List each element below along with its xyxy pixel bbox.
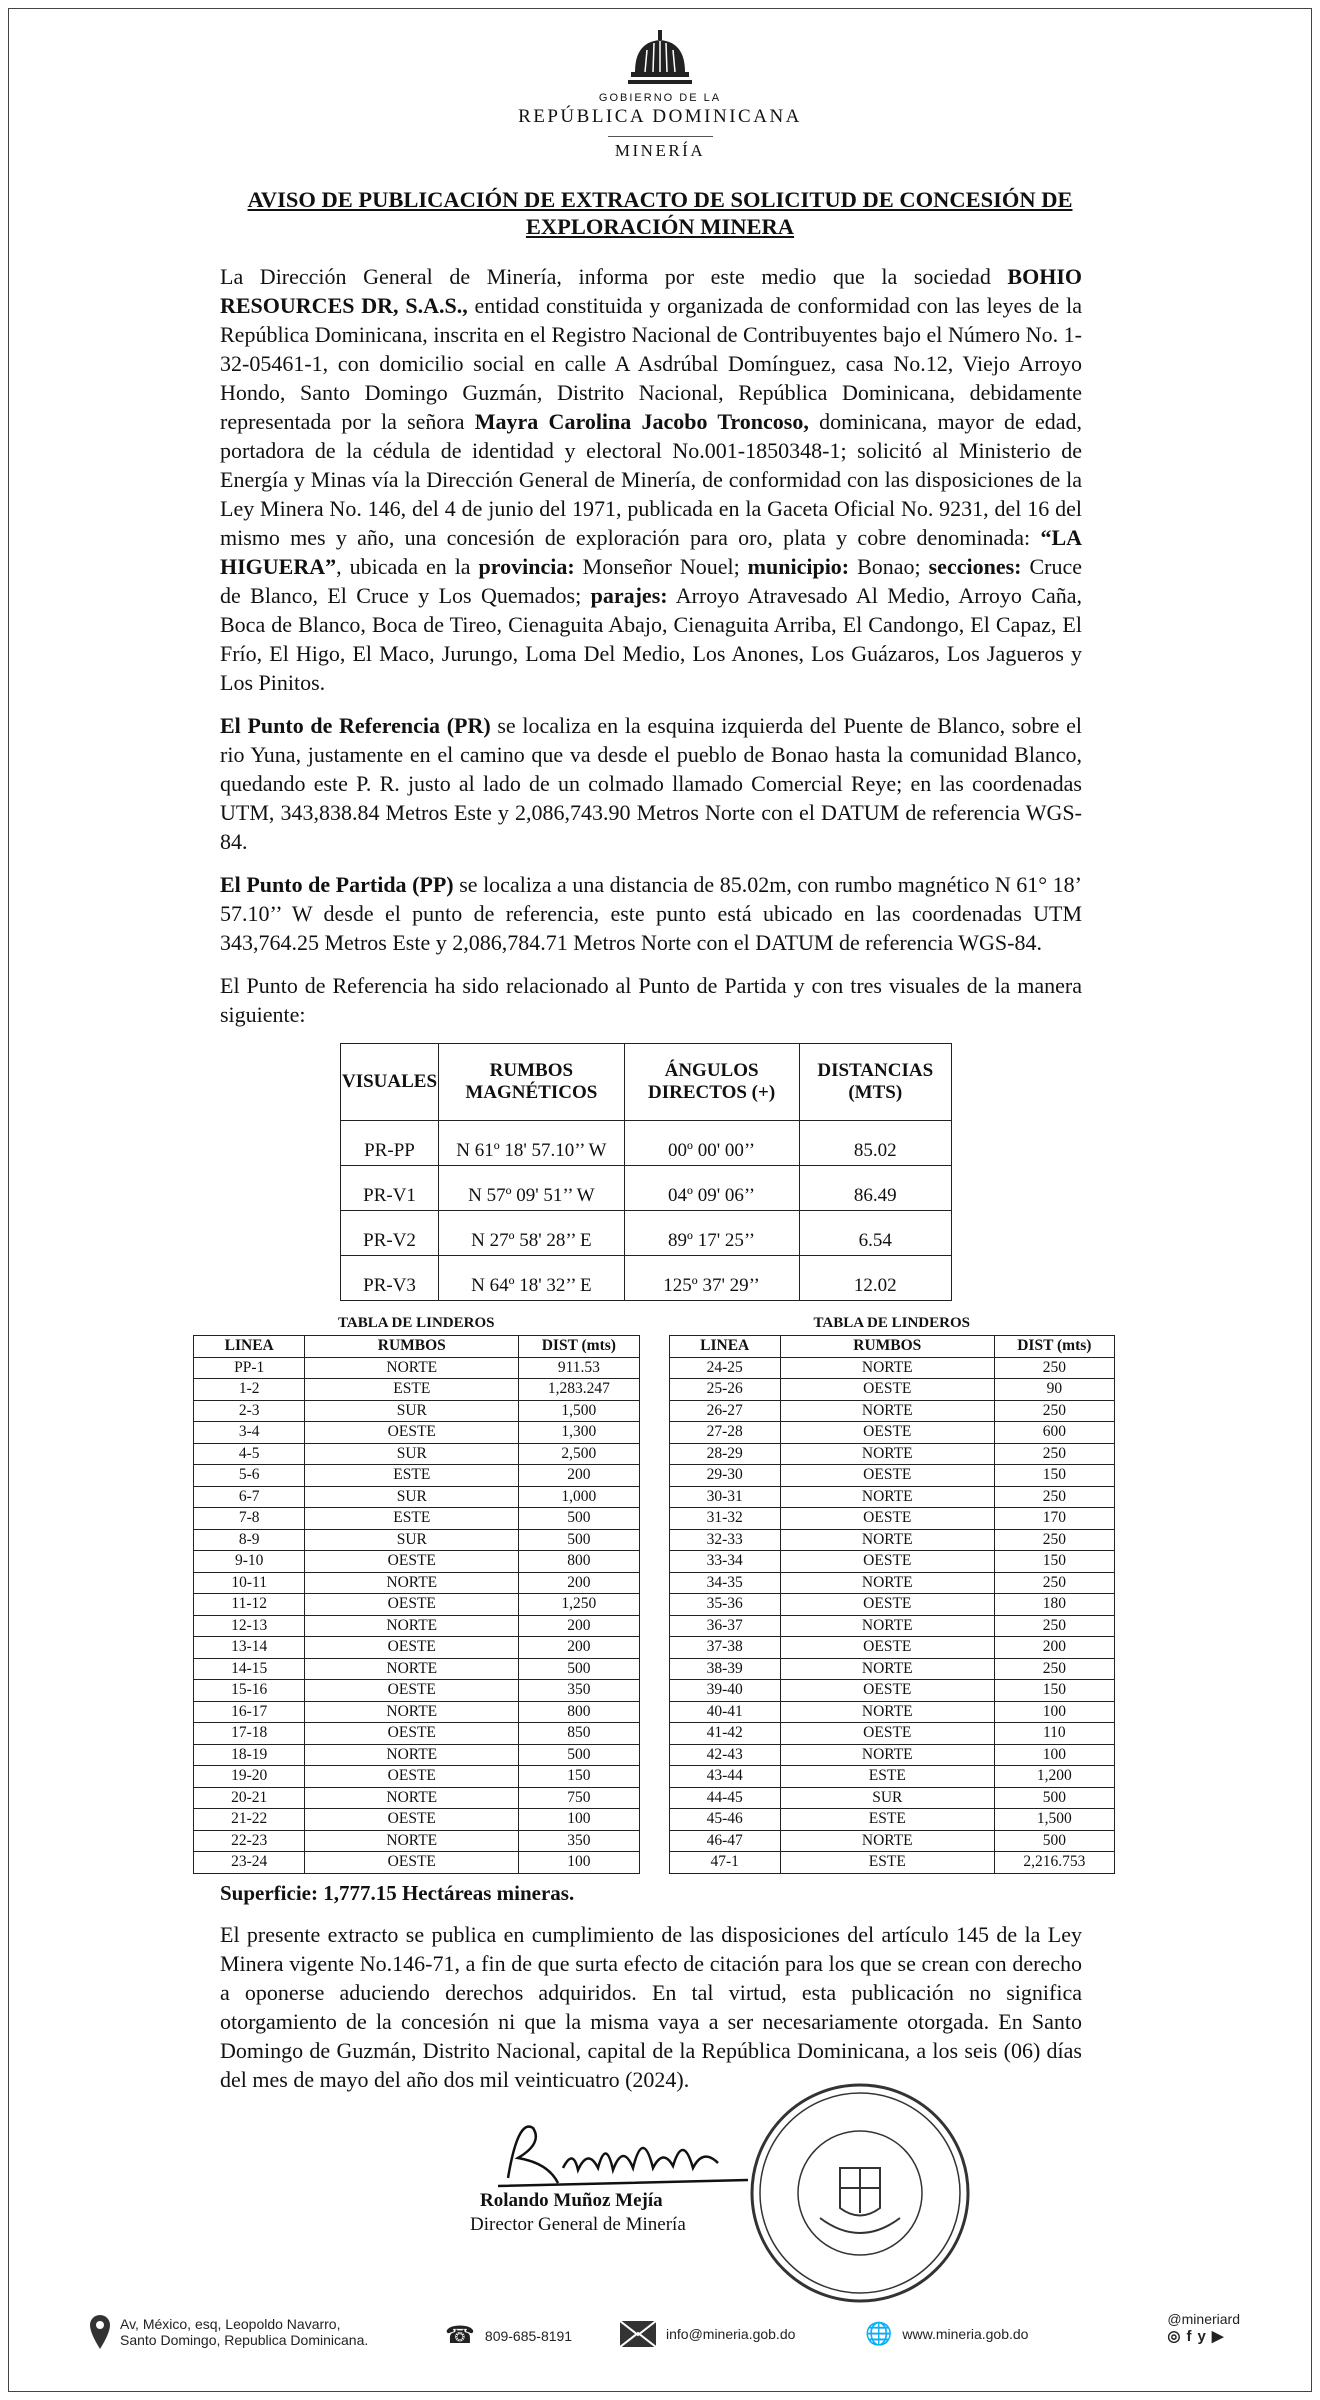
table-row [669,1572,1115,1594]
table-cell: 500 [519,1658,639,1680]
table-cell: 200 [519,1572,639,1594]
table-row [669,1400,1115,1422]
signatory-name: Rolando Muñoz Mejía [480,2189,663,2211]
table-cell: NORTE [780,1486,994,1508]
footer-social [1167,2311,1240,2345]
paragraph-starting-point [220,870,1082,957]
table-cell: 1,250 [519,1594,639,1616]
table-row [669,1615,1115,1637]
table-row [194,1551,640,1573]
table-cell: 911.53 [519,1357,639,1379]
table-cell: 41-42 [669,1723,780,1745]
table-cell: 15-16 [194,1680,305,1702]
table-cell: 35-36 [669,1594,780,1616]
table-cell: 85.02 [799,1121,951,1166]
linderos-tables [193,1311,1115,1874]
table-cell: 28-29 [669,1443,780,1465]
table-cell: SUR [305,1529,519,1551]
text-segment: , ubicada en la [336,554,479,579]
table-cell: 25-26 [669,1379,780,1401]
table-cell: NORTE [305,1701,519,1723]
text-segment: Arroyo Atravesado Al Medio, Arroyo Caña, Boca de Blanco, Boca de Tireo, Cienaguita Abajo, Cienaguita Arriba, El Candongo, El Capaz, El Frío, El Higo, El Maco, Jurungo, Loma Del Medio, Los Anones, Los Guázaros, Los Jagueros y Los Pinitos. [220,583,1082,695]
table-row [194,1529,640,1551]
table-cell: OESTE [780,1594,994,1616]
text-segment: entidad constituida y organizada de conformidad con las leyes de la República Dominicana, inscrita en el Registro Nacional de Contribuyentes bajo el Número No. 1-32-05461-1, con domicilio social en calle A Asdrúbal Domínguez, casa No.12, Viejo Arroyo Hondo, Santo Domingo Guzmán, Distrito Nacional, República Dominicana, debidamente representada por la señora [220,293,1082,434]
instagram-icon[interactable]: ◎ [1167,2328,1187,2345]
table-row [194,1443,640,1465]
table-cell: 150 [994,1551,1114,1573]
table-cell: 125º 37' 29’’ [624,1256,799,1301]
text-segment: El Punto de Referencia ha sido relacionado al Punto de Partida y con tres visuales de la manera siguiente: [220,973,1082,1027]
table-cell: 24-25 [669,1357,780,1379]
table-cell: 100 [519,1852,639,1874]
phone-icon: ☎ [445,2322,475,2349]
table-cell: 200 [519,1615,639,1637]
text-segment: dominicana, mayor de edad, portadora de la cédula de identidad y electoral No.001-1850348-1; solicitó al Ministerio de Energía y Minas vía la Dirección General de Minería, de conformidad con las disposiciones de la Ley Minera No. 146, del 4 de junio del 1971, publicada en la Gaceta Oficial No. 9231, del 16 del mismo mes y año, una concesión de exploración para oro, plata y cobre denominada: [220,409,1082,550]
closing-text: El presente extracto se publica en cumplimiento de las disposiciones del artículo 145 de la Ley Minera vigente No.146-71, a fin de que surta efecto de citación para los que se crean con derecho a oponerse aduciendo derechos adquiridos. En tal virtud, esta publicación no significa otorgamiento de la concesión ni que la misma vaya a ser necesariamente otorgada. En Santo Domingo de Guzmán, Distrito Nacional, capital de la República Dominicana, a los seis (06) días del mes de mayo del año dos mil veinticuatro (2024). [220,1921,1082,2092]
bold-text-segment: parajes: [590,583,668,608]
text-segment: Monseñor Nouel; [574,554,748,579]
table-cell: 44-45 [669,1787,780,1809]
table-row [194,1680,640,1702]
table-cell: 30-31 [669,1486,780,1508]
table-cell: 500 [994,1787,1114,1809]
footer [90,2311,1240,2375]
table-cell: 250 [994,1486,1114,1508]
table-cell: 150 [994,1680,1114,1702]
table-cell: 39-40 [669,1680,780,1702]
table-row [669,1379,1115,1401]
text-segment: La Dirección General de Minería, informa por este medio que la sociedad [220,264,1008,289]
paragraph-company [220,262,1082,697]
table-cell: 750 [519,1787,639,1809]
table-cell: NORTE [780,1658,994,1680]
superficie: Superficie: 1,777.15 Hectáreas mineras. [220,1880,575,1905]
table-cell: OESTE [305,1422,519,1444]
table-cell: 6-7 [194,1486,305,1508]
email-link[interactable]: info@mineria.gob.do [666,2326,796,2342]
table-cell: 16-17 [194,1701,305,1723]
table-cell: 14-15 [194,1658,305,1680]
handwritten-signature [488,2108,788,2198]
paragraph-visuales-intro [220,971,1082,1029]
table-cell: 3-4 [194,1422,305,1444]
table-cell: ESTE [780,1852,994,1874]
table-cell: OESTE [305,1594,519,1616]
table-cell: 1,283.247 [519,1379,639,1401]
table-cell: 33-34 [669,1551,780,1573]
website-link[interactable]: www.mineria.gob.do [902,2326,1029,2342]
table-row [669,1766,1115,1788]
table-cell: 17-18 [194,1723,305,1745]
linderos-header: LINEA [669,1336,780,1358]
table-row [669,1486,1115,1508]
table-cell: NORTE [780,1572,994,1594]
table-cell: 150 [994,1465,1114,1487]
table-cell: ESTE [780,1766,994,1788]
table-cell: 350 [519,1830,639,1852]
table-cell: 250 [994,1658,1114,1680]
table-row [669,1680,1115,1702]
table-row [194,1852,640,1874]
table-cell: 100 [519,1809,639,1831]
table-cell: 20-21 [194,1787,305,1809]
youtube-icon[interactable]: ▶ [1211,2328,1230,2345]
table-row [341,1256,952,1301]
table-cell: 250 [994,1572,1114,1594]
table-cell: NORTE [780,1529,994,1551]
table-row [669,1443,1115,1465]
table-cell: 1,000 [519,1486,639,1508]
table-cell: 00º 00' 00’’ [624,1121,799,1166]
table-cell: 250 [994,1357,1114,1379]
table-cell: 150 [519,1766,639,1788]
table-cell: NORTE [780,1443,994,1465]
table-row [669,1701,1115,1723]
facebook-icon[interactable]: f [1186,2328,1198,2345]
table-cell: SUR [780,1787,994,1809]
letterhead-gobierno: GOBIERNO DE LA [598,92,722,104]
table-row [194,1465,640,1487]
table-cell: ESTE [305,1465,519,1487]
table-cell: 200 [519,1465,639,1487]
visuales-header: RUMBOS MAGNÉTICOS [439,1044,625,1121]
table-cell: 9-10 [194,1551,305,1573]
table-cell: 89º 17' 25’’ [624,1211,799,1256]
table-cell: 22-23 [194,1830,305,1852]
table-cell: 8-9 [194,1529,305,1551]
linderos-title-left: TABLA DE LINDEROS [338,1315,495,1331]
table-cell: N 64º 18' 32’’ E [439,1256,625,1301]
table-row [669,1723,1115,1745]
table-row [669,1465,1115,1487]
table-row [194,1379,640,1401]
table-cell: 13-14 [194,1637,305,1659]
table-row [669,1637,1115,1659]
table-cell: NORTE [305,1658,519,1680]
table-cell: 43-44 [669,1766,780,1788]
table-row [669,1658,1115,1680]
table-row [341,1121,952,1166]
table-row [669,1744,1115,1766]
table-header-row [194,1336,640,1358]
table-cell: NORTE [305,1830,519,1852]
signatory-role: Director General de Minería [470,2213,686,2235]
table-cell: 32-33 [669,1529,780,1551]
table-row [669,1508,1115,1530]
table-cell: 500 [519,1529,639,1551]
linderos-header: RUMBOS [780,1336,994,1358]
table-cell: 21-22 [194,1809,305,1831]
table-cell: ESTE [305,1379,519,1401]
linderos-header: DIST (mts) [519,1336,639,1358]
table-row [669,1422,1115,1444]
table-cell: 250 [994,1400,1114,1422]
table-cell: 86.49 [799,1166,951,1211]
bold-text-segment: BOHIO RESOURCES DR, S.A.S., [220,264,1082,318]
table-row [669,1830,1115,1852]
table-cell: 350 [519,1680,639,1702]
table-cell: 500 [994,1830,1114,1852]
letterhead-ministry: MINERÍA [614,141,706,160]
table-cell: 12-13 [194,1615,305,1637]
table-cell: NORTE [305,1357,519,1379]
table-cell: 5-6 [194,1465,305,1487]
table-row [194,1830,640,1852]
document-title: AVISO DE PUBLICACIÓN DE EXTRACTO DE SOLICITUD DE CONCESIÓN DE EXPLORACIÓN MINERA [247,187,1073,239]
address-line-2: Santo Domingo, Republica Dominicana. [120,2332,369,2348]
table-cell: OESTE [780,1551,994,1573]
table-cell: OESTE [305,1551,519,1573]
table-cell: 250 [994,1615,1114,1637]
table-cell: OESTE [780,1465,994,1487]
table-cell: NORTE [305,1787,519,1809]
table-cell: 800 [519,1701,639,1723]
table-cell: OESTE [780,1422,994,1444]
table-cell: 200 [994,1637,1114,1659]
table-cell: 2-3 [194,1400,305,1422]
table-cell: 10-11 [194,1572,305,1594]
table-cell: 1,500 [519,1400,639,1422]
table-cell: 850 [519,1723,639,1745]
text-segment: Cruce de Blanco, El Cruce y Los Quemados; [220,554,1082,608]
letterhead [0,28,1320,161]
bold-text-segment: provincia: [478,554,575,579]
table-cell: 1,200 [994,1766,1114,1788]
linderos-header: RUMBOS [305,1336,519,1358]
letterhead-republica: REPÚBLICA DOMINICANA [518,106,802,127]
table-cell: OESTE [305,1680,519,1702]
table-cell: 200 [519,1637,639,1659]
bold-text-segment: El Punto de Referencia (PR) [220,713,491,738]
table-cell: 2,216.753 [994,1852,1114,1874]
table-row [669,1809,1115,1831]
table-row [194,1508,640,1530]
table-cell: 47-1 [669,1852,780,1874]
table-cell: 04º 09' 06’’ [624,1166,799,1211]
table-cell: 180 [994,1594,1114,1616]
table-row [194,1400,640,1422]
table-cell: 46-47 [669,1830,780,1852]
table-cell: NORTE [305,1572,519,1594]
table-row [194,1615,640,1637]
table-cell: 38-39 [669,1658,780,1680]
bold-text-segment: El Punto de Partida (PP) [220,872,454,897]
table-cell: 37-38 [669,1637,780,1659]
table-row [194,1486,640,1508]
table-row [669,1787,1115,1809]
footer-phone [445,2321,572,2350]
bold-text-segment: municipio: [747,554,850,579]
table-row [669,1529,1115,1551]
text-segment: se localiza en la esquina izquierda del Puente de Blanco, sobre el rio Yuna, justamente en el camino que va desde el pueblo de Bonao hasta la comunidad Blanco, quedando este P. R. justo al lado de un colmado llamado Comercial Reye; en las coordenadas UTM, 343,838.84 Metros Este y 2,086,743.90 Metros Norte con el DATUM de referencia WGS-84. [220,713,1082,854]
table-cell: NORTE [305,1615,519,1637]
table-cell: NORTE [780,1400,994,1422]
table-header-row [669,1336,1115,1358]
location-pin-icon [90,2315,110,2349]
table-cell: SUR [305,1486,519,1508]
footer-web [865,2321,1028,2347]
table-row [194,1658,640,1680]
linderos-table-left [193,1335,640,1874]
table-cell: 36-37 [669,1615,780,1637]
table-row [669,1852,1115,1874]
table-row [194,1572,640,1594]
table-cell: NORTE [780,1701,994,1723]
table-cell: 42-43 [669,1744,780,1766]
table-cell: 110 [994,1723,1114,1745]
table-cell: 23-24 [194,1852,305,1874]
letterhead-divider [608,136,713,137]
table-cell: ESTE [780,1809,994,1831]
address-line-1: Av, México, esq, Leopoldo Navarro, [120,2316,341,2332]
table-cell: PR-V2 [341,1211,439,1256]
text-segment: se localiza a una distancia de 85.02m, con rumbo magnético N 61° 18’ 57.10’’ W desde el punto de referencia, este punto está ubicado en las coordenadas UTM 343,764.25 Metros Este y 2,086,784.71 Metros Norte con el DATUM de referencia WGS-84. [220,872,1082,955]
envelope-icon [620,2321,656,2347]
linderos-header: DIST (mts) [994,1336,1114,1358]
bold-text-segment: “LA HIGUERA” [220,525,1082,579]
table-cell: 31-32 [669,1508,780,1530]
table-cell: 40-41 [669,1701,780,1723]
table-cell: 1,500 [994,1809,1114,1831]
table-cell: 1-2 [194,1379,305,1401]
table-cell: 12.02 [799,1256,951,1301]
table-row [194,1357,640,1379]
globe-icon: 🌐 [865,2321,893,2346]
table-row [669,1357,1115,1379]
table-cell: 6.54 [799,1211,951,1256]
table-cell: 11-12 [194,1594,305,1616]
paragraph-reference-point [220,711,1082,856]
table-cell: 100 [994,1701,1114,1723]
signature-block [220,2108,1082,2238]
table-row [194,1787,640,1809]
table-row [194,1594,640,1616]
twitter-icon[interactable]: y [1197,2328,1212,2345]
table-row [669,1551,1115,1573]
table-cell: 90 [994,1379,1114,1401]
table-cell: 26-27 [669,1400,780,1422]
table-row [194,1701,640,1723]
table-cell: OESTE [780,1379,994,1401]
table-cell: 29-30 [669,1465,780,1487]
table-cell: OESTE [305,1852,519,1874]
table-row [341,1211,952,1256]
table-cell: 500 [519,1508,639,1530]
table-row [194,1637,640,1659]
bold-text-segment: secciones: [928,554,1022,579]
table-cell: 100 [994,1744,1114,1766]
table-cell: OESTE [305,1723,519,1745]
table-cell: N 57º 09' 51’’ W [439,1166,625,1211]
table-cell: SUR [305,1400,519,1422]
visuales-header: DISTANCIAS (MTS) [799,1044,951,1121]
table-cell: OESTE [780,1680,994,1702]
table-cell: 7-8 [194,1508,305,1530]
table-cell: 250 [994,1443,1114,1465]
table-cell: 45-46 [669,1809,780,1831]
visuales-table [340,1043,952,1301]
footer-email [620,2321,795,2347]
table-cell: OESTE [780,1637,994,1659]
table-cell: PR-PP [341,1121,439,1166]
table-row [194,1809,640,1831]
social-handle[interactable]: @mineriard [1167,2311,1240,2327]
table-cell: 800 [519,1551,639,1573]
table-cell: 500 [519,1744,639,1766]
table-cell: 18-19 [194,1744,305,1766]
table-row [194,1766,640,1788]
table-cell: NORTE [780,1357,994,1379]
table-row [341,1166,952,1211]
footer-address [90,2315,368,2349]
table-cell: 4-5 [194,1443,305,1465]
table-cell: 250 [994,1529,1114,1551]
table-cell: OESTE [780,1723,994,1745]
table-cell: PR-V1 [341,1166,439,1211]
table-cell: ESTE [305,1508,519,1530]
table-row [194,1422,640,1444]
table-cell: N 27º 58' 28’’ E [439,1211,625,1256]
table-cell: NORTE [780,1744,994,1766]
table-cell: NORTE [780,1830,994,1852]
table-cell: 600 [994,1422,1114,1444]
table-cell: PR-V3 [341,1256,439,1301]
table-row [669,1594,1115,1616]
table-cell: OESTE [305,1766,519,1788]
table-row [194,1744,640,1766]
government-dome-logo [625,28,695,90]
table-cell: PP-1 [194,1357,305,1379]
table-cell: OESTE [780,1508,994,1530]
table-cell: OESTE [305,1809,519,1831]
table-cell: NORTE [305,1744,519,1766]
visuales-header: VISUALES [341,1044,439,1121]
linderos-table-right [669,1335,1116,1874]
table-cell: 34-35 [669,1572,780,1594]
table-cell: N 61º 18' 57.10’’ W [439,1121,625,1166]
table-cell: OESTE [305,1637,519,1659]
table-cell: 1,300 [519,1422,639,1444]
text-segment: Bonao; [849,554,929,579]
table-cell: 27-28 [669,1422,780,1444]
table-cell: NORTE [780,1615,994,1637]
linderos-title-right: TABLA DE LINDEROS [813,1315,970,1331]
table-cell: 2,500 [519,1443,639,1465]
bold-text-segment: Mayra Carolina Jacobo Troncoso, [474,409,809,434]
document-body [220,262,1092,2238]
visuales-header: ÁNGULOS DIRECTOS (+) [624,1044,799,1121]
table-cell: 170 [994,1508,1114,1530]
phone-number[interactable]: 809-685-8191 [484,2327,573,2344]
table-cell: 19-20 [194,1766,305,1788]
table-cell: SUR [305,1443,519,1465]
linderos-header: LINEA [194,1336,305,1358]
table-row [194,1723,640,1745]
